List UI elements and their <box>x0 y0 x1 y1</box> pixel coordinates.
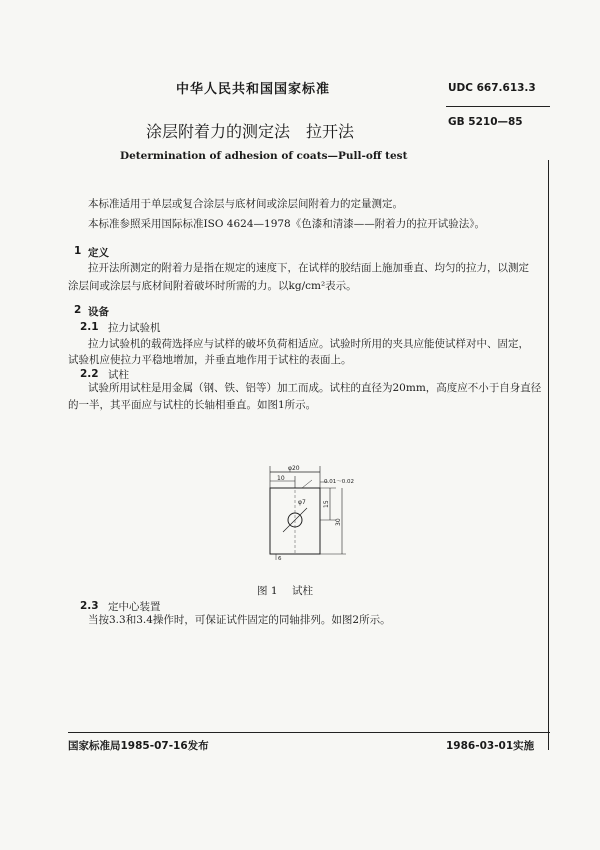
section-1-line2: 涂层间或涂层与底材间附着破坏时所需的力。以kg/cm²表示。 <box>68 280 357 292</box>
section-2-2-title: 试柱 <box>108 369 129 381</box>
effective-date: 1986-03-01实施 <box>446 740 535 752</box>
intro-scope: 本标准适用于单层或复合涂层与底材间或涂层间附着力的定量测定。 <box>88 198 403 210</box>
section-2-1-number: 2.1 <box>80 321 99 333</box>
title-en: Determination of adhesion of coats—Pull-off test <box>120 150 408 162</box>
section-2-1-line1: 拉力试验机的载荷选择应与试样的破坏负荷相适应。试验时所用的夹具应能使试样对中、固定， <box>88 338 529 350</box>
title-cn: 涂层附着力的测定法 拉开法 <box>146 122 355 141</box>
section-2-2-line2: 的一半，其平面应与试柱的长轴相垂直。如图1所示。 <box>68 399 317 411</box>
section-2-2-number: 2.2 <box>80 368 99 380</box>
header-divider <box>446 106 550 107</box>
dim-depth: 15 <box>323 500 330 508</box>
right-margin-line <box>548 160 549 750</box>
section-2-number: 2 <box>74 304 82 316</box>
section-1-number: 1 <box>74 245 82 257</box>
figure-1-test-column <box>258 460 378 570</box>
section-1-title: 定义 <box>88 247 109 259</box>
gb-code: GB 5210—85 <box>448 116 523 128</box>
dim-hole: φ7 <box>298 499 306 506</box>
dim-height: 30 <box>335 518 342 526</box>
figure-1-caption-text: 试柱 <box>292 585 313 597</box>
section-2-2-line1: 试验所用试柱是用金属（钢、铁、铝等）加工而成。试柱的直径为20mm，高度应不小于自身直径 <box>88 382 542 394</box>
dim-left: 10 <box>277 475 285 482</box>
figure-1-caption-number: 图 1 <box>257 585 278 597</box>
dim-tolerance: 0.01～0.02 <box>324 479 354 485</box>
footer-rule <box>68 732 550 733</box>
standard-org-title: 中华人民共和国国家标准 <box>176 82 331 97</box>
section-2-3-line1: 当按3.3和3.4操作时，可保证试件固定的同轴排列。如图2所示。 <box>88 614 391 626</box>
issuer-date: 国家标准局1985-07-16发布 <box>68 740 209 752</box>
section-2-3-number: 2.3 <box>80 600 99 612</box>
section-2-1-line2: 试验机应使拉力平稳地增加，并垂直地作用于试柱的表面上。 <box>68 354 352 366</box>
section-1-line1: 拉开法所测定的附着力是指在规定的速度下，在试样的胶结面上施加垂直、均匀的拉力，以测定 <box>88 262 529 274</box>
dim-diameter: φ20 <box>288 465 300 472</box>
udc-code: UDC 667.613.3 <box>448 82 536 94</box>
section-2-3-title: 定中心装置 <box>108 601 161 613</box>
section-2-title: 设备 <box>88 306 109 318</box>
dim-base: 6 <box>278 556 282 562</box>
intro-reference: 本标准参照采用国际标准ISO 4624—1978《色漆和清漆——附着力的拉开试验法》。 <box>88 218 485 230</box>
section-2-1-title: 拉力试验机 <box>108 322 161 334</box>
